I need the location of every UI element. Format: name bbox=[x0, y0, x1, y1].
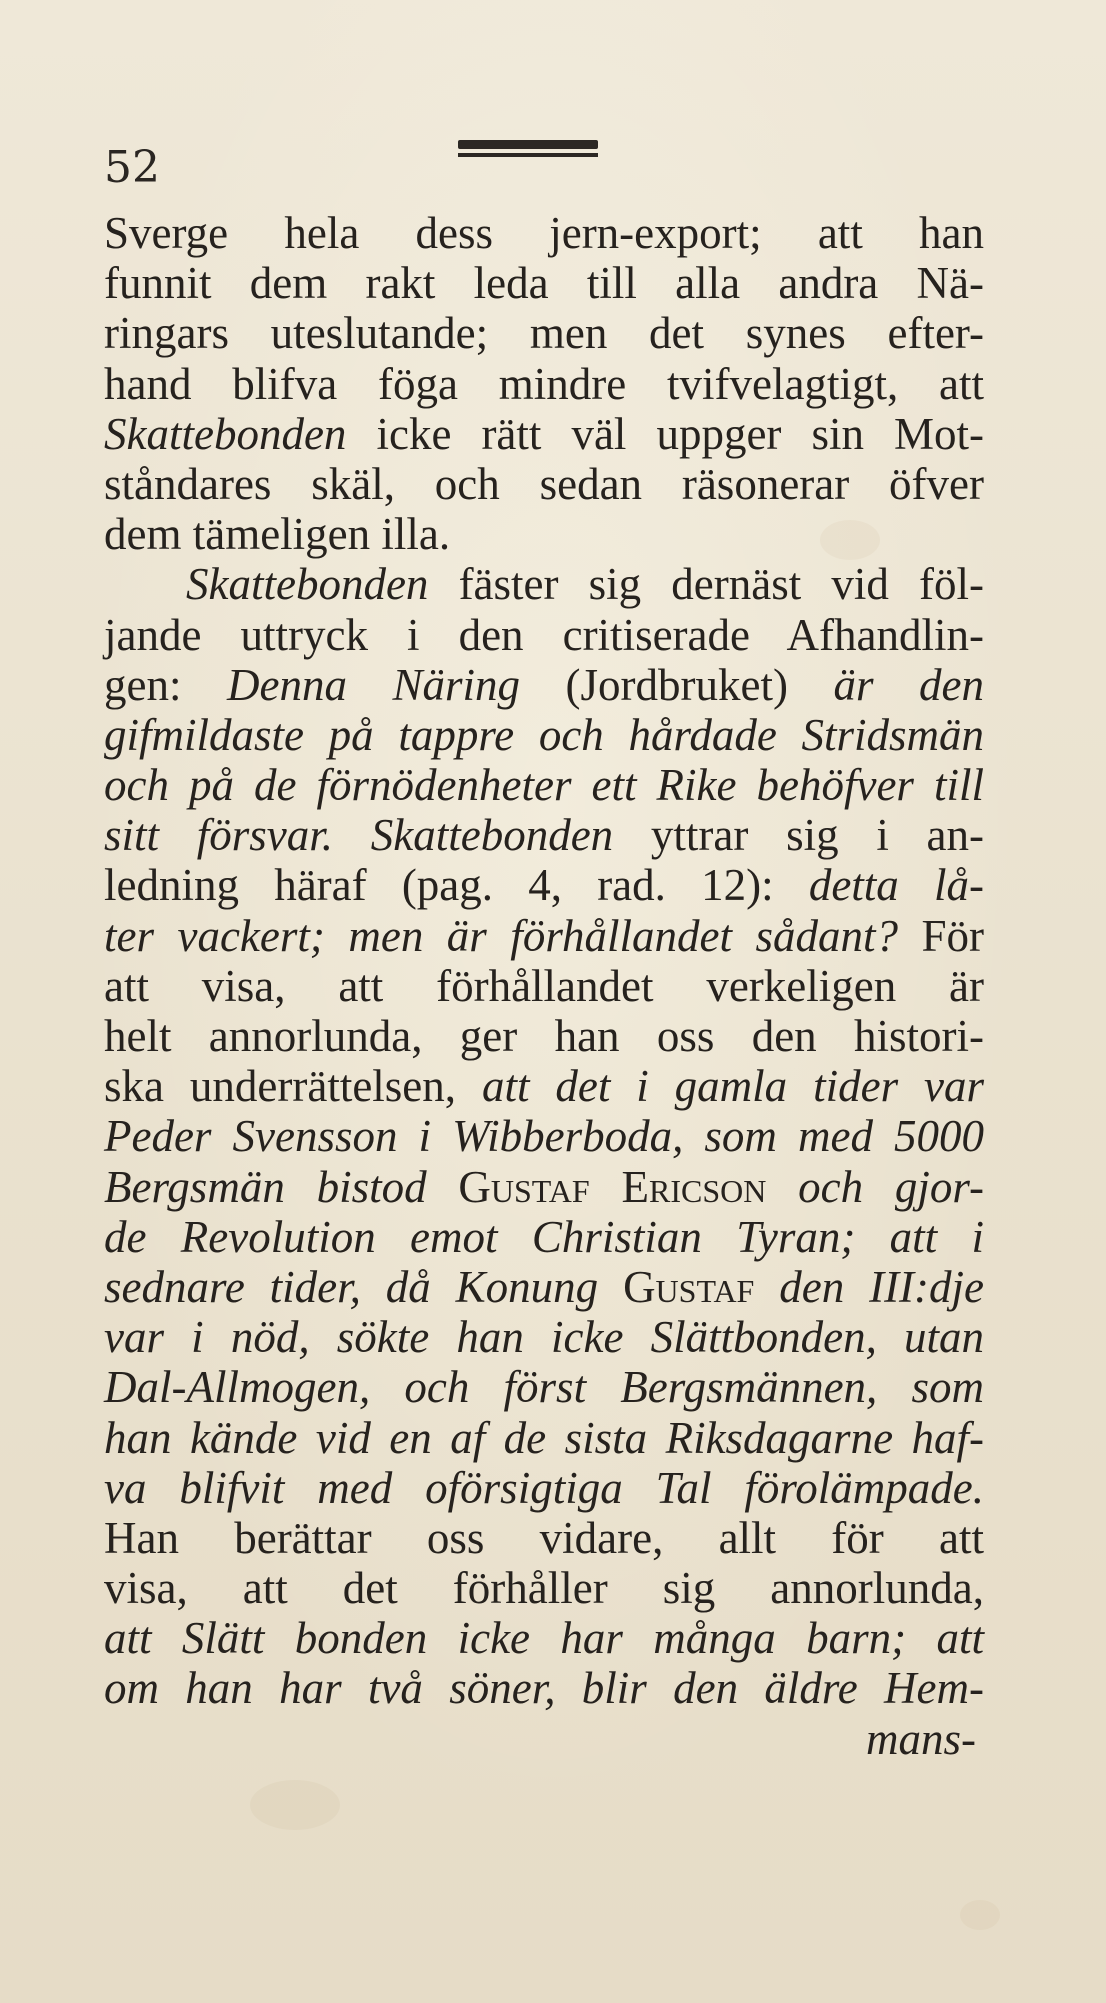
italic-text: gifmildaste på tappre och hårdade Stridsmän bbox=[104, 709, 984, 760]
text-line bbox=[104, 1463, 984, 1513]
italic-text: att det i gamla tider var bbox=[481, 1061, 984, 1112]
text-line bbox=[104, 1111, 984, 1161]
italic-text: är den bbox=[833, 659, 984, 710]
text-line bbox=[104, 710, 984, 760]
italic-text: sednare tider, då Konung bbox=[104, 1261, 624, 1312]
text: Han berättar oss vidare, allt för att bbox=[104, 1512, 984, 1563]
text: ledning häraf (pag. 4, rad. 12): bbox=[104, 860, 809, 911]
text: icke rätt väl uppger sin Mot- bbox=[346, 408, 984, 459]
text: funnit dem rakt leda till alla andra Nä- bbox=[104, 258, 984, 309]
text-line bbox=[104, 1613, 984, 1663]
page-number: 52 bbox=[104, 142, 160, 193]
italic-text: Dal-Allmogen, och först Bergsmännen, som bbox=[104, 1362, 984, 1413]
italic-text: Denna Näring bbox=[227, 659, 521, 710]
text-line bbox=[104, 760, 984, 810]
text-line bbox=[104, 509, 984, 559]
text: Sverge hela dess jern-export; att han bbox=[104, 208, 984, 258]
text-line bbox=[104, 208, 984, 258]
text: hand blifva föga mindre tvifvelagtigt, att bbox=[104, 358, 984, 409]
text: att visa, att förhållandet verkeligen är bbox=[104, 960, 984, 1011]
italic-text: de Revolution emot Christian Tyran; att i bbox=[104, 1211, 984, 1262]
italic-text: detta lå- bbox=[808, 860, 984, 911]
text-line bbox=[104, 660, 984, 710]
italic-text: Skattebonden bbox=[370, 810, 614, 861]
text-line bbox=[104, 1061, 984, 1111]
text: dem tämeligen illa. bbox=[104, 509, 451, 560]
italic-text: han kände vid en af de sista Riksdagarne haf- bbox=[104, 1412, 984, 1463]
italic-text: och på de förnödenheter ett Rike behöfver till bbox=[104, 760, 984, 811]
text-line bbox=[104, 961, 984, 1011]
text: fäster sig dernäst vid föl- bbox=[428, 559, 984, 610]
text: gen: bbox=[104, 659, 227, 710]
paper-stain bbox=[960, 1900, 1000, 1930]
text-line bbox=[104, 810, 984, 860]
text-line bbox=[104, 459, 984, 509]
italic-text: var i nöd, sökte han icke Slättbonden, utan bbox=[104, 1312, 984, 1363]
text-line bbox=[104, 258, 984, 308]
header-ornament-rule bbox=[458, 140, 598, 162]
text-line bbox=[104, 1714, 984, 1764]
paper-stain bbox=[250, 1780, 340, 1830]
italic-text: Skattebonden bbox=[186, 559, 429, 610]
italic-text: den III:dje bbox=[754, 1261, 984, 1312]
text: För bbox=[898, 910, 984, 961]
text-line bbox=[104, 860, 984, 910]
text: ståndares skäl, och sedan räsonerar öfver bbox=[104, 458, 984, 509]
body-text bbox=[104, 208, 984, 1764]
italic-text: va blifvit med oförsigtiga Tal förolämpade. bbox=[104, 1462, 984, 1513]
text-line bbox=[104, 610, 984, 660]
text: (Jordbruket) bbox=[520, 659, 834, 710]
text-line bbox=[104, 1362, 984, 1412]
italic-text: mans- bbox=[866, 1713, 976, 1764]
text: ska underrättelsen, bbox=[104, 1061, 482, 1112]
text-line bbox=[104, 359, 984, 409]
text-line bbox=[104, 1011, 984, 1061]
italic-text: Bergsmän bistod bbox=[104, 1161, 459, 1212]
italic-text: och gjor- bbox=[766, 1161, 984, 1212]
text: ringars uteslutande; men det synes efter- bbox=[104, 308, 984, 359]
text-line bbox=[104, 1413, 984, 1463]
text-line bbox=[104, 1563, 984, 1613]
italic-text: Skattebonden bbox=[104, 408, 347, 459]
text: helt annorlunda, ger han oss den histori- bbox=[104, 1011, 984, 1061]
text bbox=[333, 810, 371, 860]
text-line bbox=[104, 1312, 984, 1362]
italic-text: om han har två söner, blir den äldre Hem- bbox=[104, 1663, 984, 1714]
text-line bbox=[104, 308, 984, 358]
text-line bbox=[104, 1262, 984, 1312]
text-line bbox=[104, 409, 984, 459]
italic-text: att Slätt bonden icke har många barn; att bbox=[104, 1613, 984, 1664]
text-line bbox=[104, 1513, 984, 1563]
italic-text: ter vackert; men är förhållandet sådant? bbox=[104, 910, 898, 961]
text-line bbox=[104, 1663, 984, 1713]
text: Gustaf bbox=[623, 1261, 755, 1312]
text: Gustaf Ericson bbox=[458, 1161, 767, 1212]
text-line bbox=[104, 1212, 984, 1262]
text: visa, att det förhåller sig annorlunda, bbox=[104, 1563, 984, 1614]
italic-text: sitt försvar. bbox=[104, 810, 334, 861]
text-line bbox=[104, 1162, 984, 1212]
text: yttrar sig i an- bbox=[613, 810, 984, 861]
text-line bbox=[104, 911, 984, 961]
italic-text: Peder Svensson i Wibberboda, som med 5000 bbox=[104, 1111, 984, 1162]
text-line bbox=[104, 559, 984, 609]
text: jande uttryck i den critiserade Afhandlin- bbox=[104, 609, 984, 660]
